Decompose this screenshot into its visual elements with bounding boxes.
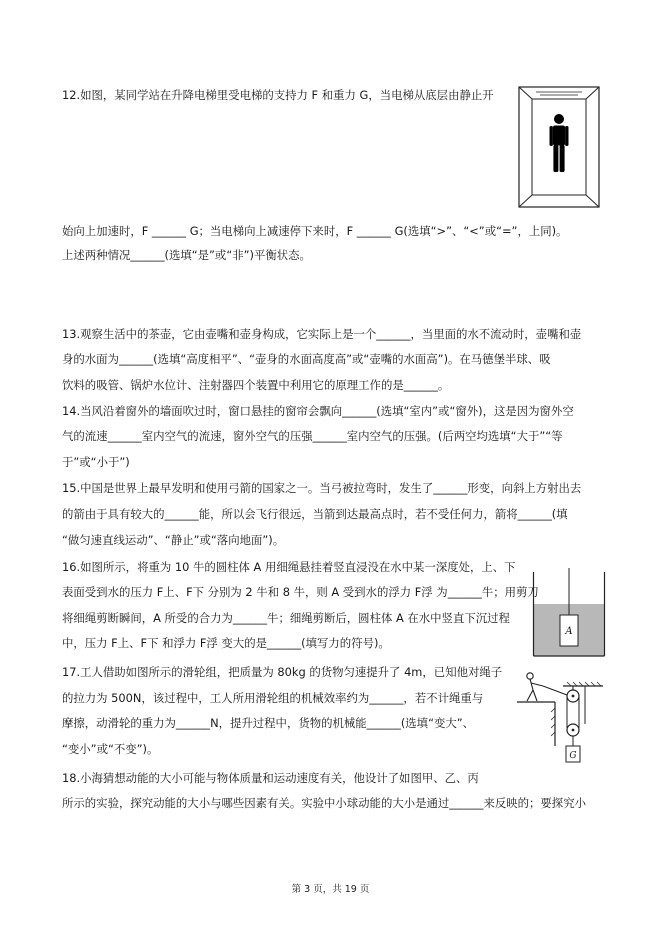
q16-line-1: 16.如图所示，将重为 10 牛的圆柱体 A 用细绳悬挂着竖直浸没在水中某一深度处，上、下 bbox=[62, 560, 516, 574]
q14-line-2: 气的流速______室内空气的流速，窗外空气的压强______室内空气的压强。(后两空均选填“大于”“等 bbox=[62, 429, 563, 443]
q13-line-3: 饮料的吸管、锅炉水位计、注射器四个装置中利用它的原理工作的是______。 bbox=[62, 378, 450, 392]
q12-line-1: 12.如图，某同学站在升降电梯里受电梯的支持力 F 和重力 G，当电梯从底层由静止开 bbox=[62, 88, 494, 102]
q17-line-1: 17.工人借助如图所示的滑轮组，把质量为 80kg 的货物匀速提升了 4m，已知他对绳子 bbox=[62, 665, 503, 679]
q16-line-4: 中，压力 F上、F下 和浮力 F浮 变大的是______(填写力的符号)。 bbox=[62, 636, 390, 650]
q17-line-2: 的拉力为 500N，该过程中，工人所用滑轮组的机械效率约为______，若不计绳重与 bbox=[62, 691, 484, 705]
q15-line-3: “做匀速直线运动”、“静止”或“落向地面”)。 bbox=[62, 533, 285, 547]
q13-line-2: 身的水面为______(选填“高度相平”、“壶身的水面高度高”或“壶嘴的水面高”)。在马德堡半球、吸 bbox=[62, 352, 551, 366]
worker-icon bbox=[527, 673, 543, 701]
q18-line-1: 18.小海猜想动能的大小可能与物体质量和运动速度有关，他设计了如图甲、乙、丙 bbox=[62, 771, 479, 785]
q15-line-1: 15.中国是世界上最早发明和使用弓箭的国家之一。当弓被拉弯时，发生了______形变，向斜上方射出去 bbox=[62, 481, 582, 495]
q16-line-3: 将细绳剪断瞬间，A 所受的合力为______牛；细绳剪断后，圆柱体 A 在水中竖直下沉过程 bbox=[62, 611, 510, 625]
cargo-label: G bbox=[569, 751, 577, 761]
page-footer: 第 3 页，共 19 页 bbox=[291, 884, 370, 895]
cylinder-label: A bbox=[565, 626, 573, 637]
pulley-figure bbox=[515, 666, 605, 768]
q18-line-2: 所示的实验，探究动能的大小与哪些因素有关。实验中小球动能的大小是通过______来反映的；要探究小 bbox=[62, 796, 586, 810]
beaker-figure bbox=[532, 568, 606, 658]
q14-line-1: 14.当风沿着窗外的墙面吹过时，窗口悬挂的窗帘会飘向______(选填“室内”或“窗外)，这是因为窗外空 bbox=[62, 404, 574, 418]
q15-line-2: 的箭由于具有较大的______能，所以会飞行很远，当箭到达最高点时，若不受任何力，箭将______(填 bbox=[62, 507, 568, 521]
q13-line-1: 13.观察生活中的茶壶，它由壶嘴和壶身构成，它实际上是一个______，当里面的水不流动时，壶嘴和壶 bbox=[62, 327, 582, 341]
elevator-figure bbox=[518, 86, 600, 208]
q14-line-3: 于”或“小于”) bbox=[62, 455, 130, 469]
q17-line-3: 摩擦，动滑轮的重力为______N，提升过程中，货物的机械能______(选填“变大”、 bbox=[62, 716, 475, 730]
q17-line-4: “变小”或“不变”)。 bbox=[62, 742, 159, 756]
q12-line-2: 始向上加速时，F ______ G；当电梯向上减速停下来时，F ______ G(选填“>”、“<”或“=”，上同)。 bbox=[62, 224, 568, 238]
q12-line-3: 上述两种情况______(选填“是”或“非”)平衡状态。 bbox=[62, 248, 311, 262]
q16-line-2: 表面受到水的压力 F上、F下 分别为 2 牛和 8 牛，则 A 受到水的浮力 F浮 为______牛；用剪刀 bbox=[62, 585, 539, 599]
